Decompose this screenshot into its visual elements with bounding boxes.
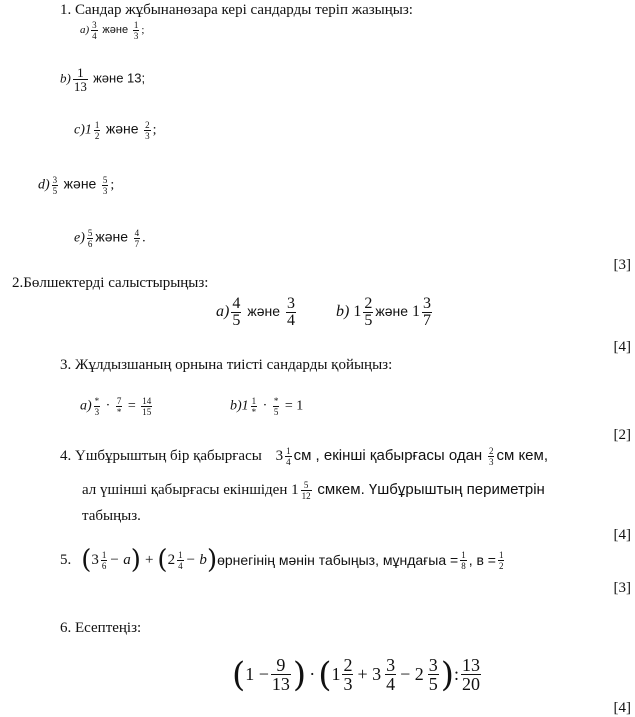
fraction: $\frac{2}{3}$	[145, 120, 150, 141]
fraction: $\frac{1}{4}$	[178, 549, 183, 571]
q1-score: [3]	[613, 257, 631, 273]
q3-title: 3. Жұлдызшаның орнына тиісті сандарды қойыңыз:	[60, 357, 393, 373]
fraction: $\frac{2}{3}$	[343, 655, 353, 694]
q4-score: [4]	[613, 527, 631, 543]
q1-item-e: e) $\frac{5}{6}$ және $\frac{4}{7}$ .	[74, 228, 146, 249]
q3-score: [2]	[613, 427, 631, 443]
q1-item-a: a) $\frac{3}{4}$ және $\frac{1}{3}$ ;	[80, 20, 145, 41]
fraction: $\frac{1}{3}$	[133, 20, 139, 41]
q6-expression: ( 1 − $\frac{9}{13}$ ) · ( 1 $\frac{2}{3}$ + 3 $\frac{3}{4}$ − 2 $\frac{3}{5}$ ) : $\frac{13}{20}$	[232, 654, 481, 695]
fraction: $\frac{1}{*}$	[251, 396, 257, 417]
fraction: $\frac{2}{5}$	[364, 295, 373, 329]
q5-score: [3]	[613, 580, 631, 596]
fraction: $\frac{*}{5}$	[273, 396, 279, 417]
fraction: $\frac{1}{2}$	[498, 549, 504, 571]
fraction: $\frac{3}{4}$	[287, 295, 295, 329]
fraction: $\frac{1}{13}$	[73, 65, 87, 94]
q2-score: [4]	[613, 339, 631, 355]
fraction: $\frac{3}{7}$	[423, 295, 431, 329]
fraction: $\frac{4}{7}$	[134, 228, 140, 249]
fraction: $\frac{1}{6}$	[101, 549, 107, 571]
fraction: $\frac{5}{6}$	[87, 228, 93, 249]
q6-title: 6. Есептеңіз:	[60, 620, 142, 636]
fraction: $\frac{5}{3}$	[102, 175, 108, 196]
q3-item-a: a) $\frac{*}{3}$ · $\frac{7}{*}$ = $\frac{14}{15}$	[80, 396, 152, 417]
fraction: $\frac{3}{4}$	[386, 655, 396, 694]
q2-item-a: a) $\frac{4}{5}$ және $\frac{3}{4}$	[216, 295, 295, 329]
fraction: $\frac{*}{3}$	[94, 396, 100, 417]
fraction: $\frac{1}{2}$	[94, 120, 100, 141]
q4-line2: ал үшінші қабырғасы екіншіден 1 $\frac{5}{12}$ смкем. Үшбұрыштың периметрін	[82, 480, 545, 501]
q6-score: [4]	[613, 700, 631, 716]
fraction: $\frac{14}{15}$	[142, 396, 152, 417]
q4-line1: 4. Үшбұрыштың бір қабырғасы 3 $\frac{1}{4}$ см , екінші қабырғасы одан $\frac{2}{3}$ см кем,	[60, 446, 549, 467]
q2-title: 2.Бөлшектерді салыстырыңыз:	[12, 275, 209, 291]
fraction: $\frac{3}{4}$	[92, 20, 97, 41]
fraction: $\frac{5}{12}$	[301, 480, 311, 501]
fraction: $\frac{7}{*}$	[116, 396, 122, 417]
fraction: $\frac{2}{3}$	[488, 446, 494, 467]
q3-item-b: b)1 $\frac{1}{*}$ · $\frac{*}{5}$ = 1	[230, 396, 304, 417]
fraction: $\frac{4}{5}$	[232, 295, 241, 329]
fraction: $\frac{3}{5}$	[52, 175, 58, 196]
q1-item-b: b) $\frac{1}{13}$ және 13;	[60, 65, 146, 94]
q2-item-b: b) 1 $\frac{2}{5}$ және 1 $\frac{3}{7}$	[336, 295, 431, 329]
q1-title: 1. Сандар жұбынанөзара кері сандарды теріп жазыңыз:	[60, 2, 413, 18]
fraction: $\frac{9}{13}$	[271, 655, 290, 694]
fraction: $\frac{1}{8}$	[461, 549, 466, 571]
fraction: $\frac{13}{20}$	[462, 655, 481, 694]
q1-item-c: c)1 $\frac{1}{2}$ және $\frac{2}{3}$ ;	[74, 120, 157, 141]
fraction: $\frac{1}{4}$	[286, 446, 291, 467]
q5-expression: 5. ( 3 $\frac{1}{6}$ − a ) + ( 2 $\frac{1}{4}$ − b ) өрнегінің мәнін табыңыз, мұндағыа = $\frac{1}{8}$ , в = $\frac{1}{2}$	[60, 545, 504, 575]
q4-line3: табыңыз.	[82, 508, 141, 524]
fraction: $\frac{3}{5}$	[428, 655, 438, 694]
q1-item-d: d) $\frac{3}{5}$ және $\frac{5}{3}$ ;	[38, 175, 115, 196]
